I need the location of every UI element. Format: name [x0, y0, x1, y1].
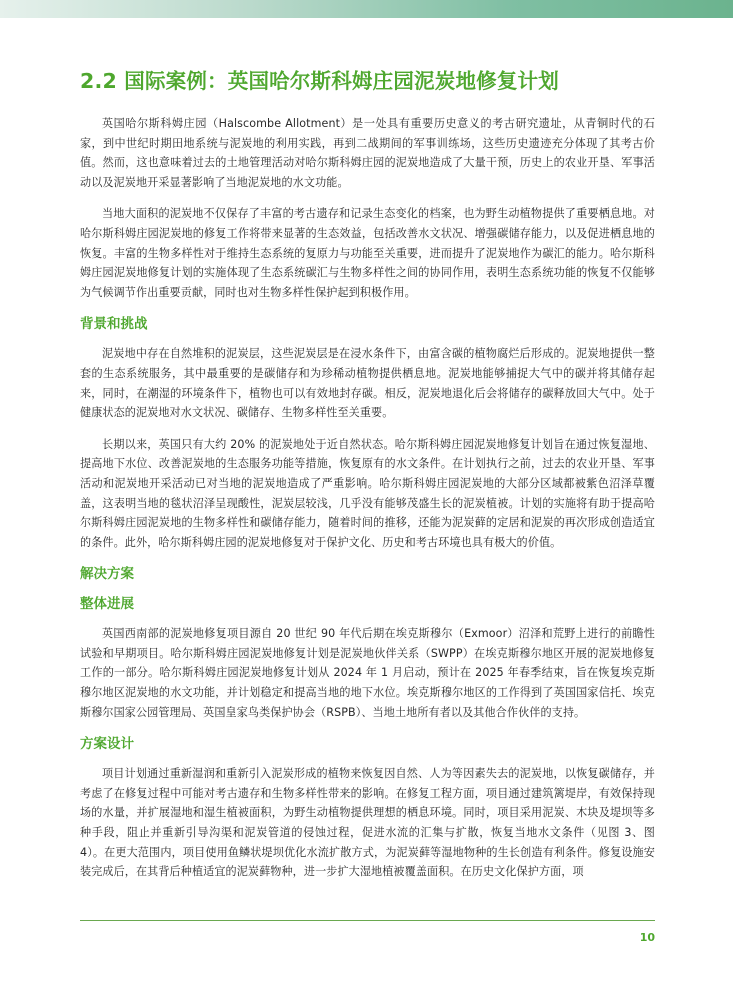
heading-background: 背景和挑战: [80, 316, 148, 333]
background-paragraph-1: 泥炭地中存在自然堆积的泥炭层，这些泥炭层是在浸水条件下，由富含碳的植物腐烂后形成的。泥炭地提供一整套的生态系统服务，其中最重要的是碳储存和为珍稀动植物提供栖息地。泥炭地能够捕捉大气中的碳并将其储存起来，同时，在潮湿的环境条件下，植物也可以有效地封存碳。相反，泥炭地退化后会将储存的碳释放回大气中。处于健康状态的泥炭地对水文状况、碳储存、生物多样性至关重要。: [80, 347, 655, 420]
top-gradient-bar: [0, 0, 733, 18]
intro-paragraph-1: 英国哈尔斯科姆庄园（Halscombe Allotment）是一处具有重要历史意义的考古研究遗址，从青铜时代的石家，到中世纪时期田地系统与泥炭地的利用实践，再到二战期间的军事训练场，这些历史遗迹充分体现了其考古价值。然而，这也意味着过去的土地管理活动对哈尔斯科姆庄园的泥炭地造成了大量干预，历史上的农业开垦、军事活动以及泥炭地开采显著影响了当地泥炭地的水文功能。: [80, 117, 655, 189]
section-title: 2.2 国际案例：英国哈尔斯科姆庄园泥炭地修复计划: [80, 69, 559, 93]
progress-paragraph: 英国西南部的泥炭地修复项目源自 20 世纪 90 年代后期在埃克斯穆尔（Exmoor）沼泽和荒野上进行的前瞻性试验和早期项目。哈尔斯科姆庄园泥炭地修复计划是泥炭地伙伴关系（SWPP）在埃克斯穆尔地区开展的泥炭地修复工作的一部分。哈尔斯科姆庄园泥炭地修复计划从 2024 年 1 月启动，预计在 2025 年春季结束，旨在恢复埃克斯穆尔地区泥炭地的水文功能，并计划稳定和提高当地的地下水位。埃克斯穆尔地区的工作得到了英国国家信托、埃克斯穆尔国家公园管理局、英国皇家鸟类保护协会（RSPB）、当地土地所有者以及其他合作伙伴的支持。: [80, 627, 655, 719]
background-paragraph-2: 长期以来，英国只有大约 20% 的泥炭地处于近自然状态。哈尔斯科姆庄园泥炭地修复计划旨在通过恢复湿地、提高地下水位、改善泥炭地的生态服务功能等措施，恢复原有的水文条件。在计划执行之前，过去的农业开垦、军事活动和泥炭地开采活动已对当地的泥炭地造成了严重影响。哈尔斯科姆庄园泥炭地的大部分区域都被紫色沼泽草覆盖，这表明当地的毯状沼泽呈现酸性，泥炭层较浅，几乎没有能够茂盛生长的泥炭植被。计划的实施将有助于提高哈尔斯科姆庄园泥炭地的生物多样性和碳储存能力，随着时间的推移，还能为泥炭藓的定居和泥炭的再次形成创造适宜的条件。此外，哈尔斯科姆庄园的泥炭地修复对于保护文化、历史和考古环境也具有极大的价值。: [80, 437, 655, 549]
page-number: 10: [639, 931, 655, 944]
heading-plan-design: 方案设计: [80, 736, 134, 753]
design-paragraph: 项目计划通过重新湿润和重新引入泥炭形成的植物来恢复因自然、人为等因素失去的泥炭地，以恢复碳储存，并考虑了在修复过程中可能对考古遗存和生物多样性带来的影响。在修复工程方面，项目通过建筑篱堤岸，有效保持现场的水量，并扩展湿地和湿生植被面积，为野生动植物提供理想的栖息环境。同时，项目采用泥炭、木块及堤坝等多种手段，阻止并重新引导沟渠和泥炭管道的侵蚀过程，促进水流的汇集与扩散，恢复当地水文条件（见图 3、图 4）。在更大范围内，项目使用鱼鳞状堤坝优化水流扩散方式，为泥炭藓等湿地物种的生长创造有利条件。修复设施安装完成后，在其背后种植适宜的泥炭藓物种，进一步扩大湿地植被覆盖面积。在历史文化保护方面，项: [80, 767, 655, 879]
footer-divider: [80, 920, 655, 921]
heading-solution: 解决方案: [80, 566, 134, 583]
page-content: [80, 64, 655, 894]
intro-paragraph-2: 当地大面积的泥炭地不仅保存了丰富的考古遗存和记录生态变化的档案，也为野生动植物提供了重要栖息地。对哈尔斯科姆庄园泥炭地的修复工作将带来显著的生态效益，包括改善水文状况、增强碳储存能力，以及促进栖息地的恢复。丰富的生物多样性对于维持生态系统的复原力与功能至关重要，进而提升了泥炭地作为碳汇的能力。哈尔斯科姆庄园泥炭地修复计划的实施体现了生态系统碳汇与生物多样性之间的协同作用，表明生态系统功能的恢复不仅能够为气候调节作出重要贡献，同时也对生物多样性保护起到积极作用。: [80, 207, 655, 299]
heading-overall-progress: 整体进展: [80, 596, 134, 613]
